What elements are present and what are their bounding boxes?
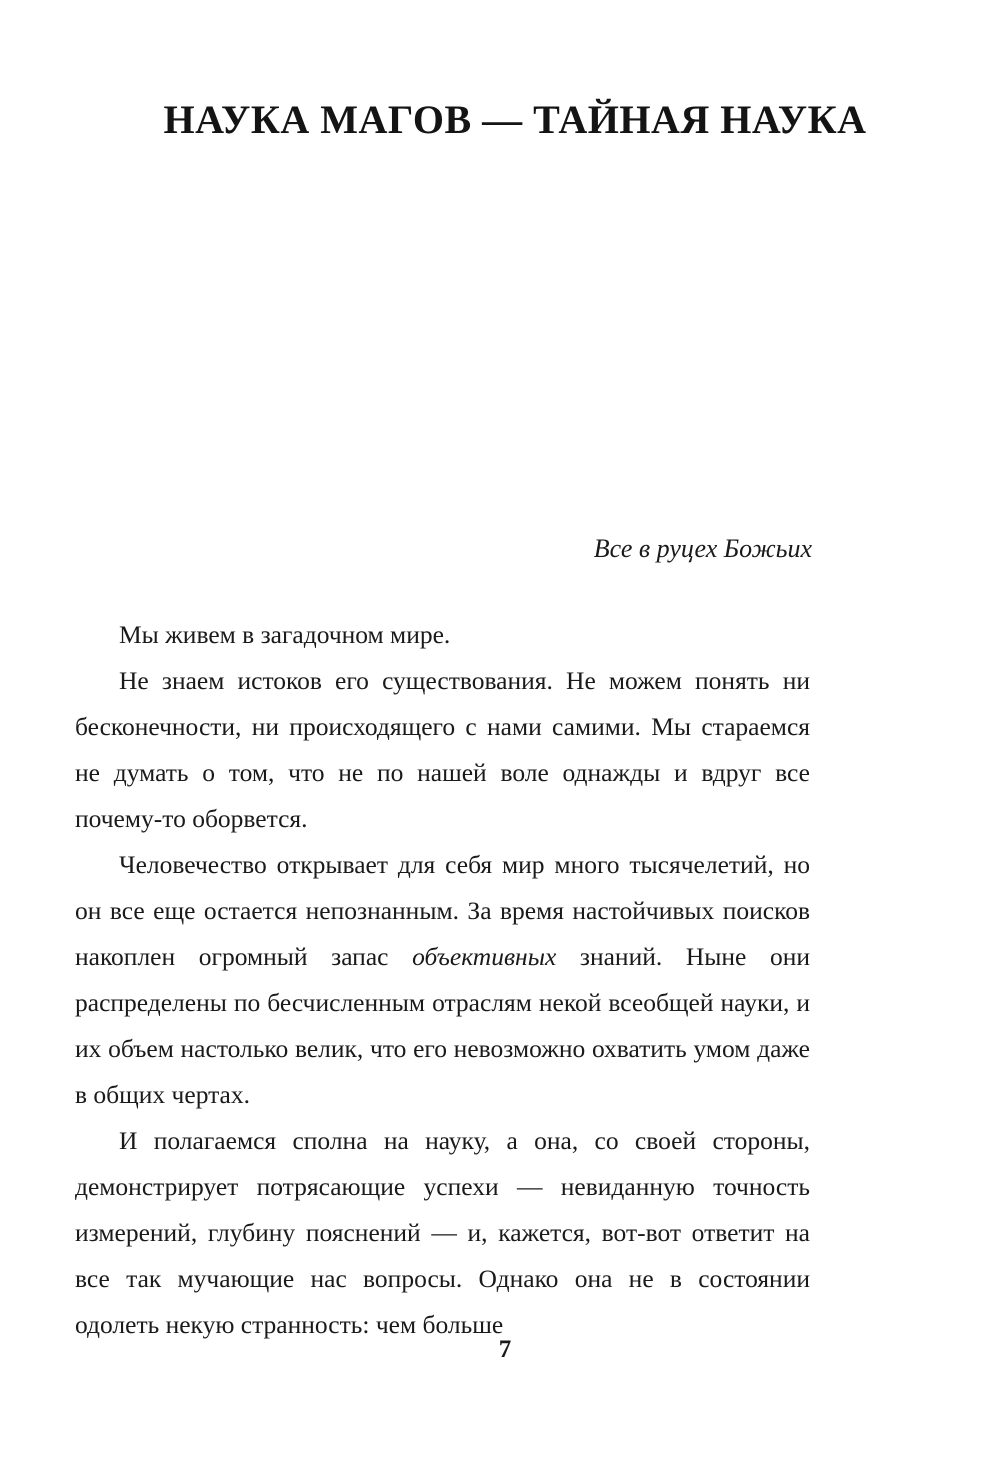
paragraph-3 [75, 842, 810, 1118]
page-number: 7 [498, 1336, 512, 1363]
paragraph-3-emphasis: объективных [412, 942, 557, 971]
chapter-title: НАУКА МАГОВ — ТАЙНАЯ НАУКА [163, 97, 867, 142]
body-text [75, 612, 810, 1348]
paragraph-4: И полагаемся сполна на науку, а она, со своей стороны, демонстрирует потрясающие успехи — невиданную точность измерений, глубину пояснений — и, кажется, вот-вот ответит на все так мучающие нас вопросы. Однако она не в состоянии одолеть некую странность: чем больше [75, 1126, 810, 1339]
epigraph: Все в руцех Божьих [593, 534, 812, 563]
paragraph-2: Не знаем истоков его существования. Не можем понять ни бесконечности, ни происходящего с нами самими. Мы стараемся не думать о том, что не по нашей воле однажды и вдруг все почему-то оборвется. [75, 666, 810, 833]
paragraph-3-text-before: Человечество открывает для себя мир много тысячелетий, но он все еще остается непознанным. За время настойчивых поисков накоплен огромный запас [75, 850, 810, 971]
paragraph-3-text-after: знаний. Ныне они распределены по бесчисленным отраслям некой всеобщей науки, и их объем настолько велик, что его невозможно охватить умом даже в общих чертах. [75, 942, 810, 1109]
paragraph-1: Мы живем в загадочном мире. [119, 620, 451, 649]
